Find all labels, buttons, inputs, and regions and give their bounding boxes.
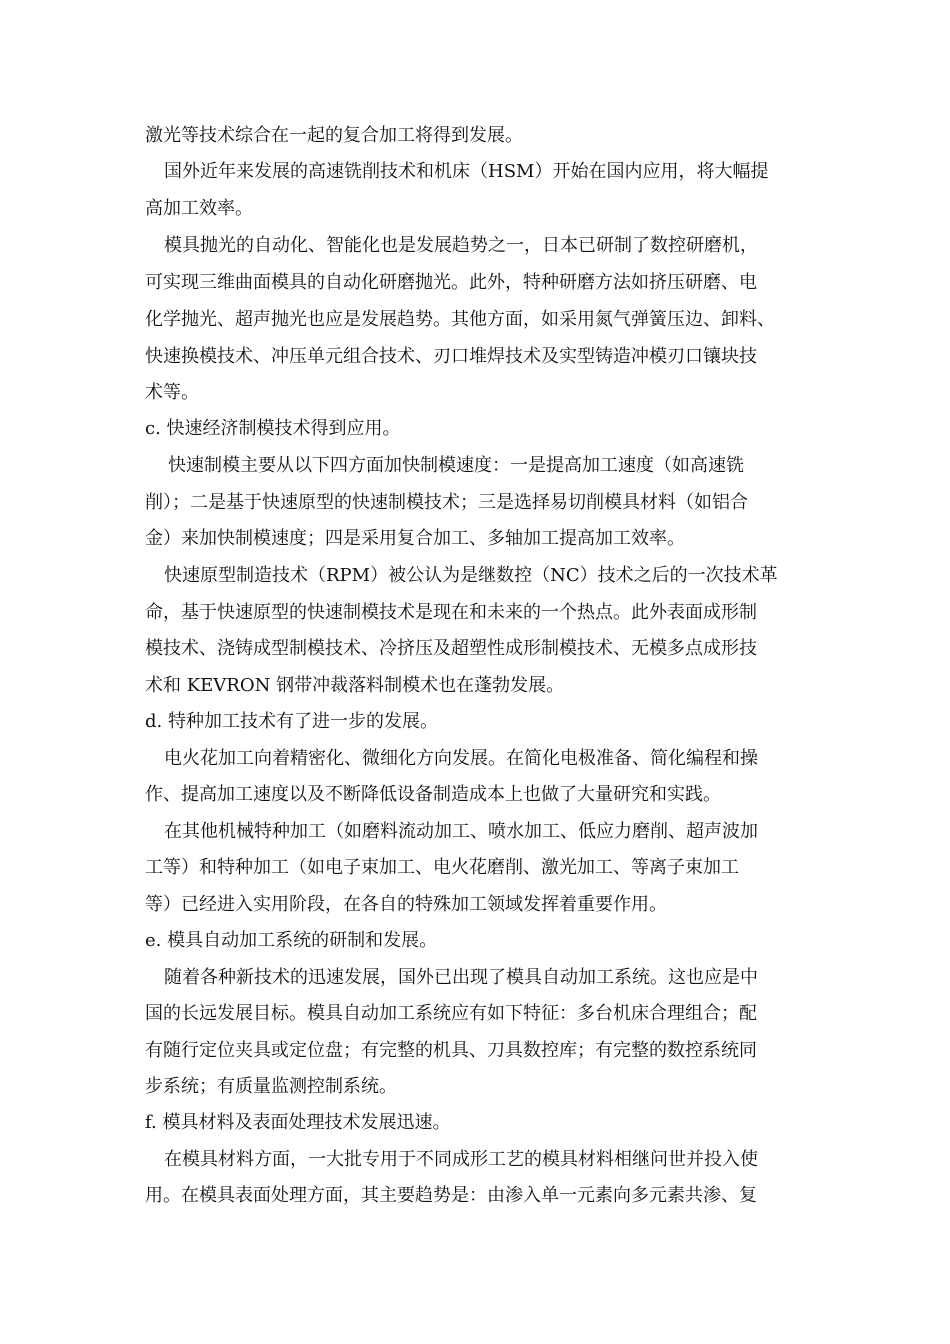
text-line: 术和 KEVRON 钢带冲裁落料制模术也在蓬勃发展。 bbox=[145, 675, 565, 696]
text-line: 命，基于快速原型的快速制模技术是现在和未来的一个热点。此外表面成形制 bbox=[145, 602, 757, 623]
text-line: 电火花加工向着精密化、微细化方向发展。在简化电极准备、简化编程和操 bbox=[164, 748, 758, 769]
list-heading-e: e. 模具自动加工系统的研制和发展。 bbox=[145, 930, 438, 951]
text-line: 激光等技术综合在一起的复合加工将得到发展。 bbox=[145, 125, 523, 146]
text-line: 国外近年来发展的高速铣削技术和机床（HSM）开始在国内应用，将大幅提 bbox=[164, 161, 769, 182]
text-line: 国的长远发展目标。模具自动加工系统应有如下特征：多台机床合理组合；配 bbox=[145, 1003, 757, 1024]
text-line: 等）已经进入实用阶段，在各自的特殊加工领域发挥着重要作用。 bbox=[145, 894, 667, 915]
text-line: 在模具材料方面，一大批专用于不同成形工艺的模具材料相继问世并投入使 bbox=[164, 1149, 758, 1170]
text-line: 用。在模具表面处理方面，其主要趋势是：由渗入单一元素向多元素共渗、复 bbox=[145, 1185, 757, 1206]
text-line: 术等。 bbox=[145, 382, 199, 403]
text-line: 快速原型制造技术（RPM）被公认为是继数控（NC）技术之后的一次技术革 bbox=[164, 565, 778, 586]
text-line: 作、提高加工速度以及不断降低设备制造成本上也做了大量研究和实践。 bbox=[145, 784, 721, 805]
list-heading-c: c. 快速经济制模技术得到应用。 bbox=[145, 418, 401, 439]
text-line: 在其他机械特种加工（如磨料流动加工、喷水加工、低应力磨削、超声波加 bbox=[164, 821, 758, 842]
text-line: 快速制模主要从以下四方面加快制模速度：一是提高加工速度（如高速铣 bbox=[168, 455, 744, 476]
text-line: 模具抛光的自动化、智能化也是发展趋势之一，日本已研制了数控研磨机， bbox=[164, 235, 758, 256]
text-line: 工等）和特种加工（如电子束加工、电火花磨削、激光加工、等离子束加工 bbox=[145, 857, 739, 878]
text-line: 高加工效率。 bbox=[145, 198, 253, 219]
text-line: 快速换模技术、冲压单元组合技术、刃口堆焊技术及实型铸造冲模刃口镶块技 bbox=[145, 346, 757, 367]
text-line: 可实现三维曲面模具的自动化研磨抛光。此外，特种研磨方法如挤压研磨、电 bbox=[145, 272, 757, 293]
text-line: 削）；二是基于快速原型的快速制模技术；三是选择易切削模具材料（如铝合 bbox=[145, 492, 748, 513]
text-line: 金）来加快制模速度；四是采用复合加工、多轴加工提高加工效率。 bbox=[145, 528, 685, 549]
text-line: 随着各种新技术的迅速发展，国外已出现了模具自动加工系统。这也应是中 bbox=[164, 967, 758, 988]
text-line: 有随行定位夹具或定位盘；有完整的机具、刀具数控库；有完整的数控系统同 bbox=[145, 1040, 757, 1061]
list-heading-f: f. 模具材料及表面处理技术发展迅速。 bbox=[145, 1112, 451, 1133]
text-line: 步系统；有质量监测控制系统。 bbox=[145, 1076, 397, 1097]
list-heading-d: d. 特种加工技术有了进一步的发展。 bbox=[145, 711, 438, 732]
text-line: 化学抛光、超声抛光也应是发展趋势。其他方面，如采用氮气弹簧压边、卸料、 bbox=[145, 309, 775, 330]
text-line: 模技术、浇铸成型制模技术、冷挤压及超塑性成形制模技术、无模多点成形技 bbox=[145, 638, 757, 659]
